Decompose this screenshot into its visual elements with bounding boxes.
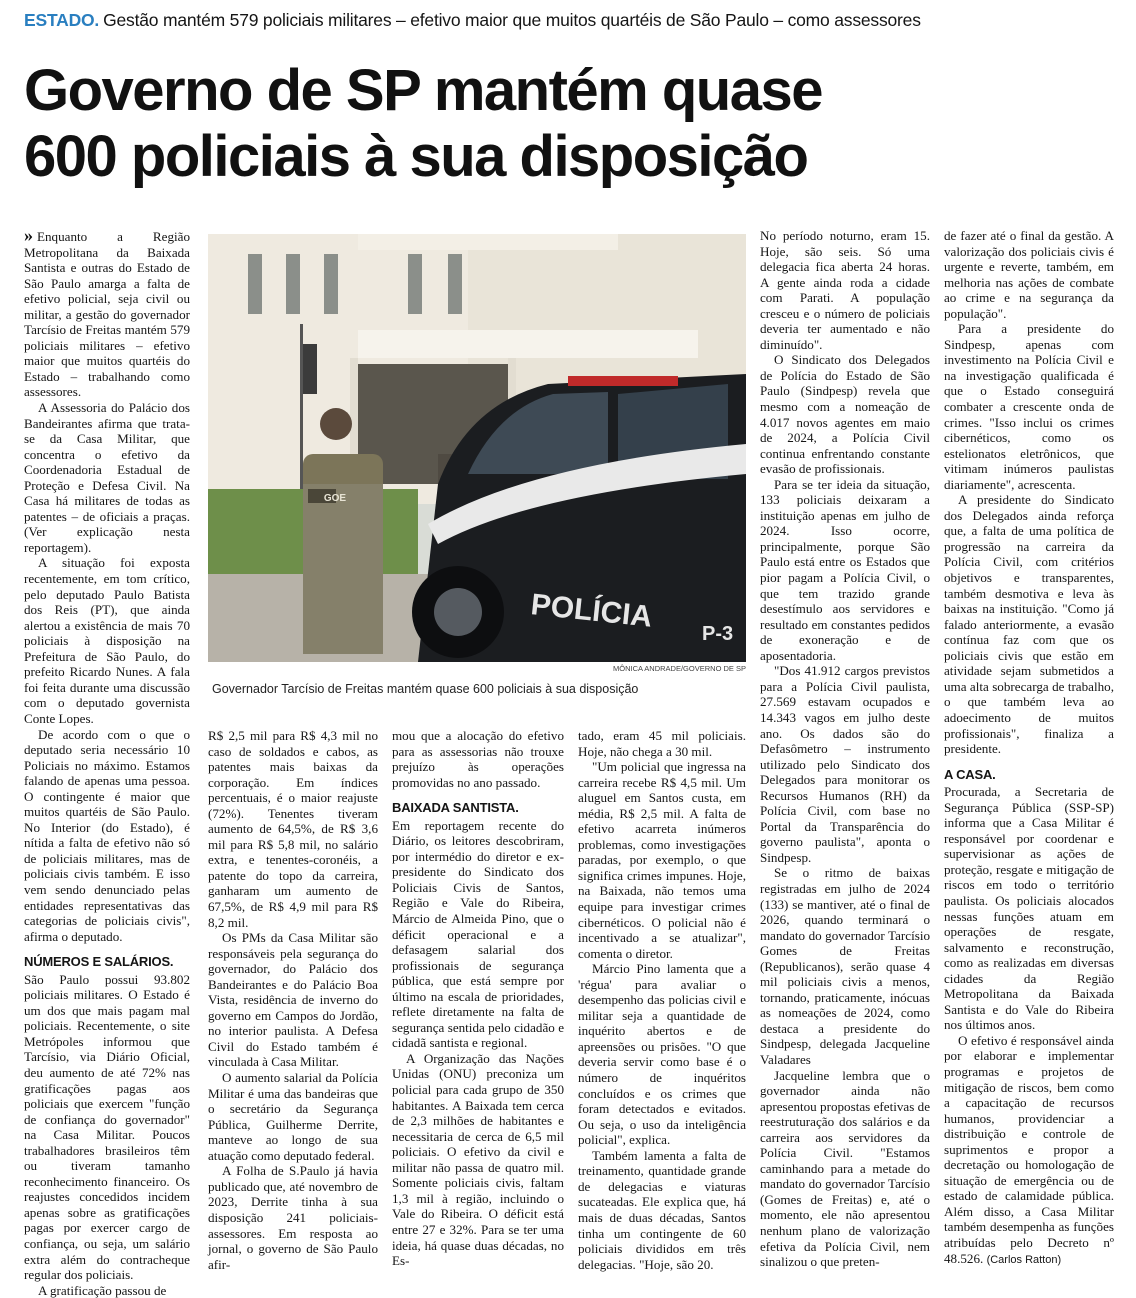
paragraph: tado, eram 45 mil policiais. Hoje, não chega a 30 mil. [578,728,746,759]
article-column-1 [24,228,190,1298]
paragraph: Para se ter ideia da situação, 133 policiais deixaram a instituição apenas em julho de 2024. Isso ocorre, principalmente, porque São Paulo está entre os Estados que pior pagam a Polícia Civil, o que tem trazido grande desestímulo aos servidores e resultado em constantes pedidos de exoneração e de aposentadoria. [760,476,930,663]
car-label: POLÍCIA [529,588,654,634]
paragraph: Procurada, a Secretaria de Segurança Pública (SSP-SP) informa que a Casa Militar é responsável por coordenar e supervisionar as ações de proteção, resgate e mitigação de riscos em todo o território paulista. Os policiais alocados nessas funções atuam em operações de resgate, salvamento e reconstrução, como as realizadas em diversas cidades da Região Metropolitana da Baixada Santista e do Vale do Ribeira nos últimos anos. [944,784,1114,1033]
subheading-numeros-salarios: NÚMEROS E SALÁRIOS. [24,954,174,970]
headline [24,58,1114,190]
paragraph: Para a presidente do Sindpesp, apenas com investimento na Polícia Civil e na investigação qualificada é que o Estado conseguirá combater a crescente onda de crimes. "Isso inclui os crimes cibernéticos, como os estelionatos eletrônicos, que vitimam inúmeros paulistas diariamente", acrescenta. [944,321,1114,492]
kicker [24,8,1124,32]
photo-illustration [208,234,746,662]
paragraph: São Paulo possui 93.802 policiais militares. O Estado é um dos que mais pagam mal policiais. Recentemente, o site Metrópoles informou que Tarcísio, via Diário Oficial, deu aumento de até 72% nas gratificações pagas aos policiais que exercem "função de confiança do governador" na Casa Militar. Poucos trabalhadores brasileiros têm ou tiveram tamanho reconhecimento financeiro. Os reajustes concedidos incidem apenas sobre as gratificações pagas por exercer cargo de confiança, ou seja, um salário extra além do contracheque regular dos policiais. [24,971,190,1283]
article-photo [208,234,746,662]
subheading-a-casa: A CASA. [944,766,996,782]
paragraph: A Folha de S.Paulo já havia publicado que, até novembro de 2023, Derrite tinha à sua disposição 241 policiais-assessores. Em resposta ao jornal, o governo de São Paulo afir- [208,1163,378,1272]
photo-caption: Governador Tarcísio de Freitas mantém quase 600 policiais à sua disposição [212,682,639,696]
author-credit: (Carlos Ratton) [986,1253,1062,1266]
paragraph: "Um policial que ingressa na carreira recebe R$ 4,5 mil. Um aluguel em Santos custa, em média, R$ 2,5 mil. A falta de efetivo acarreta inúmeros problemas, como investigações paradas, por exemplo, o que significa crimes impunes. Hoje, na Baixada, não temos uma equipe para investigar crimes cibernéticos. O policial não é incentivado a se atualizar", comenta o diretor. [578,759,746,961]
paragraph: O aumento salarial da Polícia Militar é uma das bandeiras que o secretário da Segurança Pública, Guilherme Derrite, manteve ao longo de sua atuação como deputado federal. [208,1070,378,1163]
paragraph: A gratificação passou de [38,1282,167,1298]
article-column-2 [208,728,378,1272]
subheading-baixada-santista: BAIXADA SANTISTA. [392,800,519,816]
vest-label: GOE [323,493,347,504]
paragraph: Márcio Pino lamenta que a 'régua' para avaliar o desempenho das policias civil e militar seja a quantidade de inquérito abertos e de apreensões ou prisões. "O que deveria servir como base é o número de inquéritos concluídos e os crimes que foram detectados e evitados. Ou seja, o uso da inteligência policial", explica. [578,961,746,1148]
paragraph: R$ 2,5 mil para R$ 4,3 mil no caso de soldados e cabos, as patentes mais baixas da corporação. Em índices percentuais, é o maior reajuste (72%). Tenentes tiveram aumento de 64,5%, de R$ 3,6 mil para R$ 5,8 mil, no salário extra, e tenentes-coronéis, a patente do topo da carreira, ganharam um aumento de 67,5%, de R$ 4,9 mil para R$ 8,2 mil. [208,728,378,930]
paragraph: de fazer até o final da gestão. A valorização dos policiais civis é urgente e reverte, também, em melhoria nas ações de combate ao crime e na segurança da população". [944,228,1114,321]
paragraph: A presidente do Sindicato dos Delegados ainda reforça que, a falta de uma política de progressão na carreira da Polícia Civil, com critérios objetivos e transparentes, também desmotiva e leva às baixas na instituição. "Como já falado anteriormente, a evasão contínua faz com que os policiais civis que estão em atividade sejam submetidos a uma alta sobrecarga de trabalho, o que também leva ao adoecimento de muitos profissionais", finaliza a presidente. [944,492,1114,757]
paragraph-text: O efetivo é responsável ainda por elaborar e implementar programas e projetos de mitigação de riscos, bem como a capacitação de recursos humanos, providenciar a distribuição e controle de suprimentos e propor a decretação ou homologação de situação de emergência ou de estado de calamidade pública. Além disso, a Casa Militar também desempenha as funções atribuídas pelo Decreto nº 48.526. [944,1032,1114,1266]
paragraph [944,1033,1114,1268]
paragraph: A situação foi exposta recentemente, em tom crítico, pelo deputado Paulo Batista dos Reis (PT), que ainda alertou a existência de mais 70 policiais à disposição na Prefeitura de São Paulo, do prefeito Ricardo Nunes. A fala foi feita durante uma discussão com o deputado governista Conte Lopes. [24,555,190,726]
paragraph: Os PMs da Casa Militar são responsáveis pela segurança do governador, do Palácio dos Bandeirantes e do Palácio Boa Vista, residência de inverno do governo em Campos do Jordão, no interior paulista. A Defesa Civil do Estado também é vinculada à Casa Militar. [208,930,378,1070]
kicker-text: Gestão mantém 579 policiais militares – efetivo maior que muitos quartéis de São Paulo – como assessores [103,10,921,30]
article-column-3 [392,728,564,1269]
article-column-4 [578,728,746,1272]
section-tag: ESTADO. [24,10,100,30]
car-number: P-3 [702,623,734,645]
paragraph: Jacqueline lembra que o governador ainda não apresentou propostas efetivas de reestruturação dos salários e da carreira aos servidores da Polícia Civil. "Estamos caminhando para a metade do mandato do governador Tarcísio (Gomes de Freitas) e, até o momento, ele não apresentou nenhum plano de valorização efetiva da Polícia Civil, nem sinalizou o que preten- [760,1067,930,1270]
paragraph: "Dos 41.912 cargos previstos para a Polícia Civil paulista, 27.569 estavam ocupados e 14.343 vagos em julho deste ano. Os dados são do Defasômetro – instrumento utilizado pelo Sindicato dos Delegados para monitorar os Recursos Humanos (RH) da Polícia Civil, com base no Portal da Transparência do governo paulista", aponta o Sindpesp. [760,663,930,865]
paragraph: O Sindicato dos Delegados de Polícia do Estado de São Paulo (Sindpesp) revela que mesmo com a nomeação de 4.017 novos agentes em maio de 2024, a Polícia Civil continua enfrentando constante evasão de profissionais. [760,352,930,477]
photo-credit: MÔNICA ANDRADE/GOVERNO DE SP [613,664,746,673]
paragraph: De acordo com o que o deputado seria necessário 10 Policiais no máximo. Estamos falando de apenas uma pessoa. O contingente é maior que muitos quartéis de São Paulo. No Interior (do Estado), é nítida a falta de efetivo não só de policiais militares, mas de policiais civis também. E isso vem sendo denunciado pelas entidades representativas das categorias de policiais civis", afirma o deputado. [24,726,190,944]
article-column-5 [760,228,930,1270]
paragraph: Também lamenta a falta de treinamento, quantidade grande de delegacias e viaturas sucateadas. Ele explica que, há mais de duas décadas, Santos tinha um contingente de 60 policiais divididos em três delegacias. "Hoje, são 20. [578,1147,746,1272]
paragraph: Se o ritmo de baixas registradas em julho de 2024 (133) se mantiver, até o final de 2026, quando terminará o mandato do governador Tarcísio Gomes de Freitas (Republicanos), serão quase 4 mil policiais civis a menos, tornando, praticamente, inócuas as nomeações de 2024, como destaca a presidente do Sindpesp, delegada Jacqueline Valadares [760,865,930,1067]
paragraph: No período noturno, eram 15. Hoje, são seis. Só uma delegacia fica aberta 24 horas. A gente ainda roda a cidade com Parati. A população cresceu e o número de policiais deveria ter aumentado e não diminuído". [760,228,930,352]
headline-line-1: Governo de SP mantém quase [24,58,822,123]
paragraph: Em reportagem recente do Diário, os leitores descobriram, por intermédio do diretor e ex-presidente do Sindicato dos Policiais Civis de Santos, Região e Vale do Ribeira, Márcio de Almeida Pino, que o déficit operacional e a defasagem salarial dos profissionais de segurança pública, que está sempre por último na escala de prioridades, reflete diretamente na falta de segurança sentida pelo cidadão e cidadã santista e regional. [392,817,564,1051]
paragraph: mou que a alocação do efetivo para as assessorias não trouxe prejuízo às operações promovidas no ano passado. [392,728,564,790]
paragraph: A Assessoria do Palácio dos Bandeirantes afirma que trata-se da Casa Militar, que concentra o efetivo da Coordenadoria Estadual de Proteção e Defesa Civil. Na Casa há militares de todas as patentes – de oficiais a praças. (Ver explicação nesta reportagem). [24,400,190,555]
headline-line-2: 600 policiais à sua disposição [24,124,808,189]
article-column-6 [944,228,1114,1268]
paragraph: A Organização das Nações Unidas (ONU) preconiza um policial para cada grupo de 350 habitantes. A Baixada tem cerca de 2,3 milhões de habitantes e necessitaria de cerca de 6,5 mil policiais. O efetivo da civil e militar não passa de quatro mil. Somente policiais civis, faltam 1,3 mil à região, incluindo o Vale do Ribeira. O déficit está entre 27 e 32%. Para se ter uma ideia, há quase duas décadas, no Es- [392,1050,564,1269]
lead-paragraph: » Enquanto a Região Metropolitana da Baixada Santista e outras do Estado de São Paulo amarga a falta de efetivo policial, seja civil ou militar, a gestão do governador Tarcísio de Freitas mantém 579 policiais militares – efetivo maior que muitos quartéis do Estado – trabalhando como assessores. [24,228,190,400]
